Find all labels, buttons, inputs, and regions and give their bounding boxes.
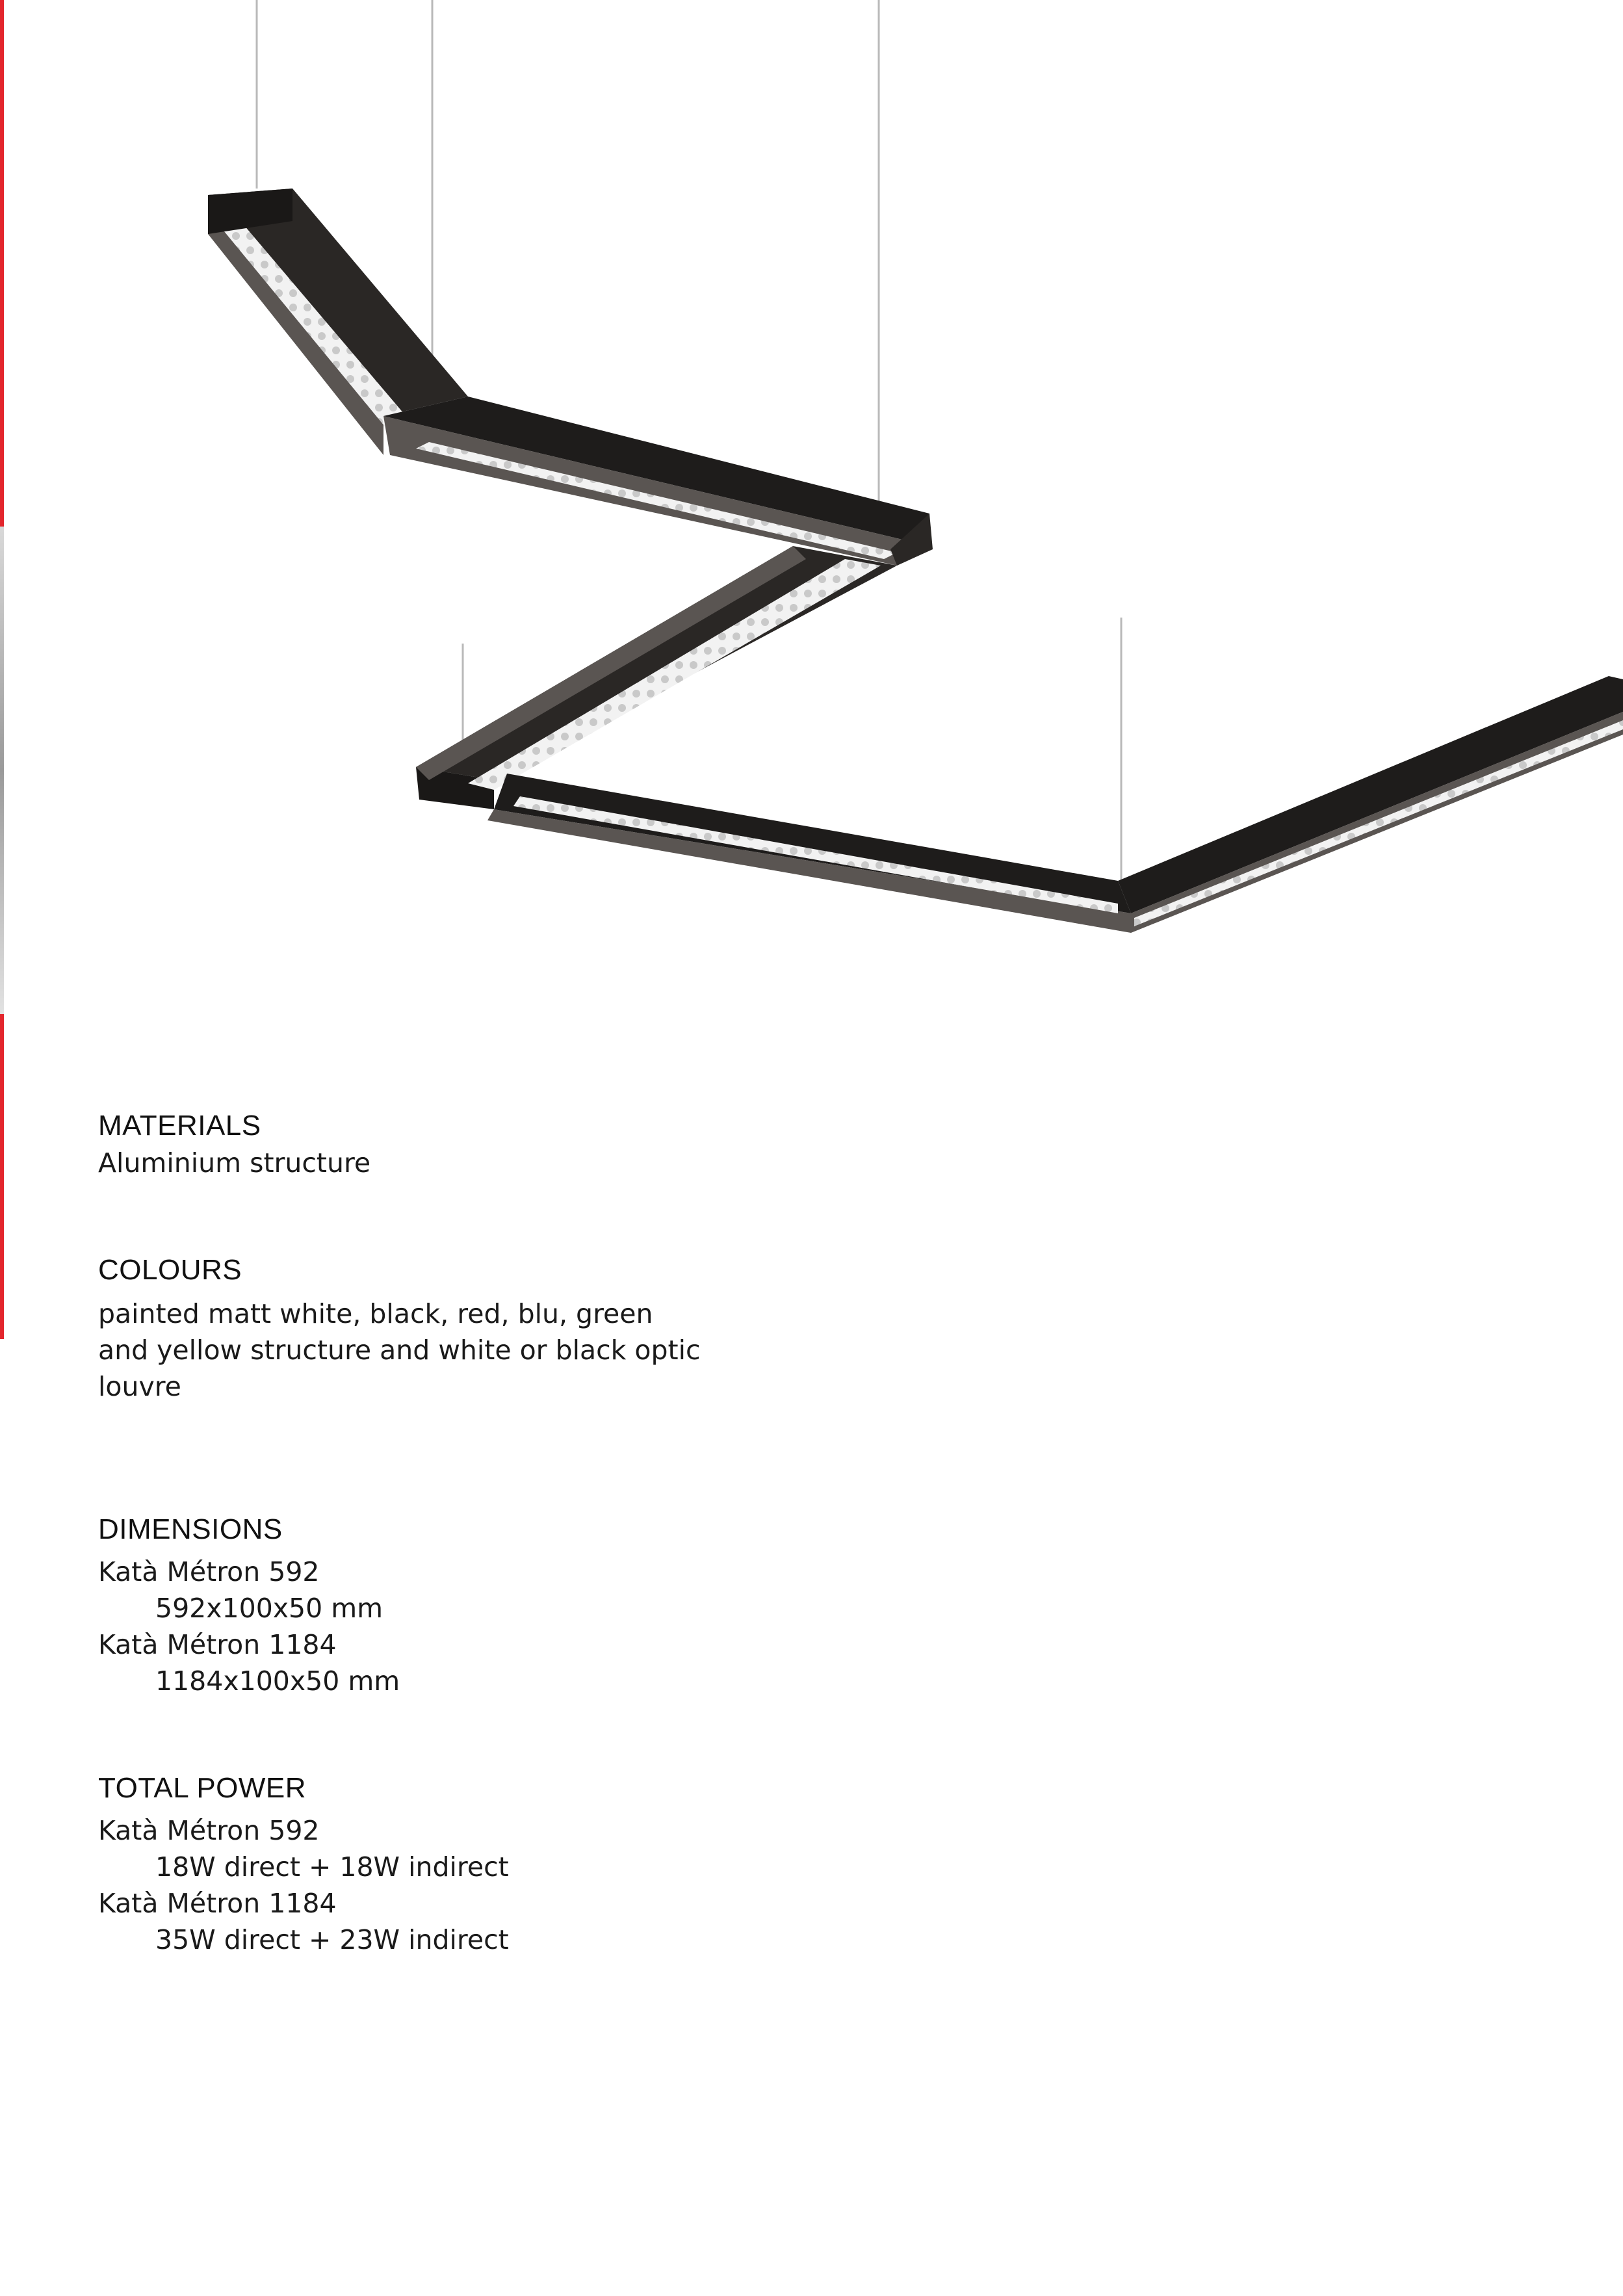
fixture-segment-4 xyxy=(487,774,1131,933)
power-model-1184: Katà Métron 1184 xyxy=(98,1888,337,1919)
power-value-592: 18W direct + 18W indirect xyxy=(155,1851,509,1883)
suspension-wires xyxy=(257,0,1121,881)
power-model-592: Katà Métron 592 xyxy=(98,1815,320,1846)
colours-text: painted matt white, black, red, blu, green and yellow structure and white or black optic louvre xyxy=(98,1298,701,1402)
total-power-section xyxy=(98,1771,748,1958)
fixture-segment-2 xyxy=(383,397,933,566)
dimensions-heading: DIMENSIONS xyxy=(98,1513,283,1545)
colours-heading: COLOURS xyxy=(98,1254,242,1286)
colours-section xyxy=(98,1253,748,1405)
power-value-1184: 35W direct + 23W indirect xyxy=(155,1924,509,1955)
fixture-segment-5 xyxy=(1118,676,1623,933)
materials-text: Aluminium structure xyxy=(98,1147,371,1179)
dimensions-list xyxy=(98,1554,748,1699)
product-image-zigzag-lamp xyxy=(0,0,1623,988)
materials-section xyxy=(98,1108,748,1181)
fixture-segment-3 xyxy=(416,546,897,809)
materials-heading: MATERIALS xyxy=(98,1110,261,1141)
dimensions-section xyxy=(98,1512,748,1699)
dimensions-model-592: Katà Métron 592 xyxy=(98,1556,320,1587)
dimensions-model-1184: Katà Métron 1184 xyxy=(98,1629,337,1660)
total-power-heading: TOTAL POWER xyxy=(98,1772,307,1804)
edge-red-strip-bottom xyxy=(0,1014,4,1339)
dimensions-value-1184: 1184x100x50 mm xyxy=(155,1665,400,1697)
total-power-list xyxy=(98,1812,748,1958)
dimensions-value-592: 592x100x50 mm xyxy=(155,1593,383,1624)
